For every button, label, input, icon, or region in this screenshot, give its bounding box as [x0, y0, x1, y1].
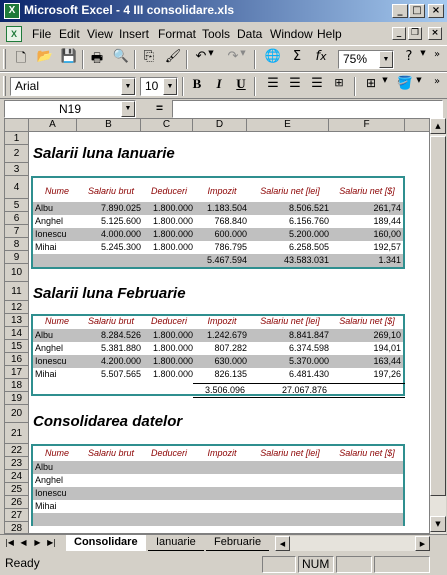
- excel-app-icon[interactable]: X: [4, 3, 20, 19]
- table-cell[interactable]: Anghel: [35, 216, 64, 226]
- table-cell[interactable]: 197,26: [373, 369, 401, 379]
- toolbar-separator: [254, 50, 256, 69]
- table-cell[interactable]: Mihai: [35, 242, 57, 252]
- scroll-left-icon[interactable]: ◀: [275, 536, 290, 551]
- row-header[interactable]: 9: [5, 251, 29, 264]
- align-left-icon[interactable]: ☰: [267, 76, 279, 91]
- row-header[interactable]: 2: [5, 145, 29, 163]
- feb-total-impozit[interactable]: 3.506.096: [204, 385, 245, 395]
- table-cell[interactable]: 826.135: [214, 369, 247, 379]
- table-cell[interactable]: 8.841.847: [288, 330, 329, 340]
- total-net-usd[interactable]: 1.341: [378, 255, 401, 265]
- column-header-d[interactable]: D: [193, 119, 247, 132]
- name-box[interactable]: [4, 100, 136, 118]
- font-size-value: 10: [145, 79, 159, 93]
- tab-ianuarie[interactable]: Ianuarie: [148, 535, 204, 551]
- table-header-row: [33, 181, 403, 203]
- table-row: [33, 342, 403, 355]
- row-header[interactable]: 11: [5, 282, 29, 301]
- menu-format[interactable]: Format: [158, 27, 197, 41]
- table-cell[interactable]: 1.800.000: [152, 356, 193, 366]
- header-salariu-brut[interactable]: Salariu brut: [87, 316, 135, 326]
- toolbar-options-icon[interactable]: »: [433, 76, 441, 87]
- row-header[interactable]: 23: [5, 457, 29, 470]
- row-header[interactable]: 17: [5, 366, 29, 379]
- last-sheet-icon[interactable]: ▶|: [47, 538, 56, 547]
- maximize-button[interactable]: □: [409, 4, 425, 18]
- select-all-corner[interactable]: [5, 119, 29, 132]
- table-cell[interactable]: 4.000.000: [100, 229, 141, 239]
- table-total-row: [33, 254, 403, 267]
- table-cell[interactable]: 807.282: [214, 343, 247, 353]
- table-cell[interactable]: 5.370.000: [288, 356, 329, 366]
- table-cell[interactable]: 189,44: [373, 216, 401, 226]
- table-cell[interactable]: 1.800.000: [152, 229, 193, 239]
- autosum-icon[interactable]: Σ: [292, 49, 302, 64]
- row-header[interactable]: 28: [5, 522, 29, 534]
- header-deduceri[interactable]: Deduceri: [150, 186, 188, 196]
- table-consolidare: [31, 444, 405, 526]
- formula-equals[interactable]: =: [156, 101, 164, 115]
- workbook-icon[interactable]: X: [6, 26, 22, 42]
- table-cell[interactable]: 5.125.600: [100, 216, 141, 226]
- header-salariu-brut[interactable]: Salariu brut: [87, 448, 135, 458]
- italic-button[interactable]: I: [216, 76, 222, 91]
- open-icon[interactable]: 📂: [36, 49, 54, 64]
- table-row: [33, 355, 403, 368]
- row-header[interactable]: 13: [5, 314, 29, 327]
- redo-icon[interactable]: ↷: [227, 49, 239, 64]
- prev-sheet-icon[interactable]: ◀: [20, 538, 27, 547]
- table-row: [33, 228, 403, 241]
- borders-icon[interactable]: ⊞: [365, 76, 377, 90]
- header-nume[interactable]: Nume: [44, 448, 69, 458]
- toolbar-options-icon[interactable]: »: [433, 49, 441, 60]
- section-title-februarie: Salarii luna Februarie: [33, 285, 186, 302]
- column-header-a[interactable]: A: [29, 119, 77, 132]
- table-cell[interactable]: 5.245.300: [100, 242, 141, 252]
- doc-restore-button[interactable]: ❐: [408, 27, 422, 40]
- scroll-right-icon[interactable]: ▶: [415, 536, 430, 551]
- table-cell[interactable]: 6.258.505: [288, 242, 329, 252]
- table-cell[interactable]: Ionescu: [35, 356, 67, 366]
- chevron-down-icon[interactable]: ▼: [163, 78, 177, 95]
- table-cell[interactable]: Anghel: [35, 343, 64, 353]
- table-ianuarie: [31, 176, 405, 269]
- table-row: [33, 368, 403, 381]
- header-net-usd[interactable]: Salariu net [$]: [339, 448, 395, 458]
- row-header[interactable]: 12: [5, 301, 29, 314]
- format-painter-icon[interactable]: 🖌: [164, 49, 182, 64]
- toolbar-separator: [354, 77, 356, 96]
- table-cell[interactable]: 600.000: [214, 229, 247, 239]
- copy-icon[interactable]: ⎘: [143, 49, 155, 64]
- chevron-down-icon[interactable]: ▼: [379, 51, 393, 68]
- scroll-up-icon[interactable]: ▲: [430, 118, 446, 134]
- header-deduceri[interactable]: Deduceri: [150, 448, 188, 458]
- table-cell[interactable]: Albu: [35, 203, 54, 213]
- first-sheet-icon[interactable]: |◀: [5, 538, 14, 547]
- window-title: Microsoft Excel - 4 III consolidare.xls: [24, 3, 235, 17]
- row-header[interactable]: 14: [5, 327, 29, 340]
- table-cell[interactable]: Ionescu: [35, 488, 67, 498]
- table-cell[interactable]: Mihai: [35, 369, 57, 379]
- table-cell[interactable]: 1.800.000: [152, 369, 193, 379]
- formula-bar: [0, 99, 447, 119]
- table-row: [33, 513, 403, 526]
- horizontal-scrollbar[interactable]: [275, 536, 430, 551]
- table-cell[interactable]: 1.183.504: [206, 203, 247, 213]
- sheet-tab-bar: [0, 534, 447, 551]
- undo-icon[interactable]: ↶: [195, 49, 207, 64]
- feb-total-net-lei[interactable]: 27.067.876: [281, 385, 327, 395]
- header-net-lei[interactable]: Salariu net [lei]: [260, 186, 320, 196]
- underline-button[interactable]: U: [236, 76, 246, 91]
- toolbar-separator: [254, 77, 256, 96]
- formula-input[interactable]: [172, 100, 443, 118]
- table-header-row: [33, 316, 403, 329]
- table-cell[interactable]: 6.156.760: [288, 216, 329, 226]
- table-cell[interactable]: 5.381.880: [100, 343, 141, 353]
- table-cell[interactable]: 7.890.025: [100, 203, 141, 213]
- header-impozit[interactable]: Impozit: [207, 186, 237, 196]
- section-title-consolidare: Consolidarea datelor: [33, 413, 183, 430]
- table-cell[interactable]: 1.242.679: [206, 330, 247, 340]
- total-underline: [193, 397, 405, 398]
- header-net-usd[interactable]: Salariu net [$]: [339, 316, 395, 326]
- name-box-value: N19: [58, 102, 81, 116]
- table-row: [33, 461, 403, 474]
- help-icon[interactable]: ?: [405, 49, 413, 64]
- row-header[interactable]: 27: [5, 509, 29, 522]
- close-button[interactable]: ×: [428, 4, 444, 18]
- tab-februarie[interactable]: Februarie: [206, 535, 269, 551]
- row-header[interactable]: 22: [5, 444, 29, 457]
- save-icon[interactable]: 💾: [60, 49, 78, 64]
- status-num: NUM: [298, 556, 334, 573]
- header-impozit[interactable]: Impozit: [207, 448, 237, 458]
- table-cell[interactable]: Albu: [35, 462, 54, 472]
- row-header[interactable]: 24: [5, 470, 29, 483]
- row-header[interactable]: 1: [5, 132, 29, 145]
- table-row: [33, 329, 403, 342]
- header-salariu-brut[interactable]: Salariu brut: [87, 186, 135, 196]
- borders-dropdown-icon[interactable]: ▼: [382, 76, 388, 84]
- table-cell[interactable]: 6.481.430: [288, 369, 329, 379]
- fill-color-dropdown-icon[interactable]: ▼: [416, 76, 422, 84]
- menu-insert[interactable]: Insert: [119, 27, 150, 41]
- row-header[interactable]: 10: [5, 264, 29, 282]
- header-nume[interactable]: Nume: [44, 186, 69, 196]
- table-cell[interactable]: 4.200.000: [100, 356, 141, 366]
- font-size-select[interactable]: [140, 77, 178, 96]
- redo-dropdown-icon[interactable]: ▼: [240, 49, 246, 57]
- table-cell[interactable]: 194,01: [373, 343, 401, 353]
- doc-minimize-button[interactable]: _: [392, 27, 406, 40]
- menu-help[interactable]: Help: [317, 27, 342, 41]
- table-cell[interactable]: 163,44: [373, 356, 401, 366]
- table-row: [33, 202, 403, 215]
- column-header-g[interactable]: [405, 119, 430, 132]
- status-ready: Ready: [5, 556, 40, 570]
- fill-color-icon[interactable]: 🪣: [396, 76, 414, 91]
- header-net-lei[interactable]: Salariu net [lei]: [260, 316, 320, 326]
- toolbar-separator: [134, 50, 136, 69]
- tab-consolidare[interactable]: Consolidare: [66, 535, 146, 551]
- row-header[interactable]: 4: [5, 176, 29, 199]
- print-icon[interactable]: 🖶: [90, 51, 104, 66]
- row-header[interactable]: 25: [5, 483, 29, 496]
- row-header[interactable]: 7: [5, 225, 29, 238]
- column-header-c[interactable]: C: [141, 119, 193, 132]
- menu-data[interactable]: Data: [237, 27, 263, 41]
- toolbar-grip[interactable]: [3, 76, 6, 96]
- align-center-icon[interactable]: ☰: [289, 76, 301, 91]
- row-header[interactable]: 5: [5, 199, 29, 212]
- vertical-scrollbar[interactable]: [430, 118, 446, 534]
- status-bar: [0, 553, 447, 575]
- menu-file[interactable]: File: [32, 27, 52, 41]
- toolbar-separator: [186, 50, 188, 69]
- table-cell[interactable]: 8.506.521: [288, 203, 329, 213]
- menu-window[interactable]: Window: [270, 27, 313, 41]
- row-header[interactable]: 21: [5, 423, 29, 444]
- next-sheet-icon[interactable]: ▶: [34, 538, 41, 547]
- table-cell[interactable]: Mihai: [35, 501, 57, 511]
- table-cell[interactable]: 5.200.000: [288, 229, 329, 239]
- row-header[interactable]: 20: [5, 405, 29, 423]
- row-header[interactable]: 6: [5, 212, 29, 225]
- table-cell[interactable]: Ionescu: [35, 229, 67, 239]
- table-cell[interactable]: 630.000: [214, 356, 247, 366]
- table-row: [33, 487, 403, 500]
- column-header-f[interactable]: F: [329, 119, 405, 132]
- vertical-scroll-thumb[interactable]: [430, 136, 446, 496]
- toolbar-separator: [82, 50, 84, 69]
- minimize-button[interactable]: _: [392, 4, 408, 18]
- row-header[interactable]: 26: [5, 496, 29, 509]
- worksheet[interactable]: [4, 118, 430, 534]
- table-row: [33, 215, 403, 228]
- table-cell[interactable]: 6.374.598: [288, 343, 329, 353]
- font-name-select[interactable]: [10, 77, 136, 96]
- scroll-down-icon[interactable]: ▼: [430, 516, 446, 532]
- table-cell[interactable]: 768.840: [214, 216, 247, 226]
- menu-bar: [0, 23, 447, 45]
- table-cell[interactable]: 269,10: [373, 330, 401, 340]
- menu-view[interactable]: View: [87, 27, 113, 41]
- menu-edit[interactable]: Edit: [59, 27, 80, 41]
- chevron-down-icon[interactable]: ▼: [121, 78, 135, 95]
- table-cell[interactable]: 5.507.565: [100, 369, 141, 379]
- zoom-value: 75%: [343, 52, 368, 66]
- formatting-toolbar: [0, 72, 447, 99]
- font-name-value: Arial: [15, 79, 40, 93]
- table-cell[interactable]: 1.800.000: [152, 242, 193, 252]
- align-right-icon[interactable]: ☰: [311, 76, 323, 91]
- table-cell[interactable]: 1.800.000: [152, 343, 193, 353]
- row-header[interactable]: 15: [5, 340, 29, 353]
- merge-center-icon[interactable]: ⊞: [334, 76, 344, 89]
- table-cell[interactable]: 8.284.526: [100, 330, 141, 340]
- undo-dropdown-icon[interactable]: ▼: [208, 49, 214, 57]
- table-cell[interactable]: 1.800.000: [152, 203, 193, 213]
- bold-button[interactable]: B: [192, 76, 202, 91]
- print-preview-icon[interactable]: 🔍: [112, 49, 130, 64]
- chevron-down-icon[interactable]: ▼: [121, 101, 135, 117]
- header-net-usd[interactable]: Salariu net [$]: [339, 186, 395, 196]
- table-cell[interactable]: 261,74: [373, 203, 401, 213]
- menu-tools[interactable]: Tools: [202, 27, 231, 41]
- table-cell[interactable]: 786.795: [214, 242, 247, 252]
- column-header-e[interactable]: E: [247, 119, 329, 132]
- toolbar-separator: [182, 77, 184, 96]
- row-header[interactable]: 18: [5, 379, 29, 392]
- table-row: [33, 500, 403, 513]
- row-header[interactable]: 16: [5, 353, 29, 366]
- total-net-lei[interactable]: 43.583.031: [283, 255, 329, 265]
- table-cell[interactable]: 192,57: [373, 242, 401, 252]
- hyperlink-icon[interactable]: 🌐: [264, 49, 282, 64]
- row-header[interactable]: 19: [5, 392, 29, 405]
- header-impozit[interactable]: Impozit: [207, 316, 237, 326]
- table-cell[interactable]: 160,00: [373, 229, 401, 239]
- status-pane-empty: [262, 556, 296, 573]
- row-header[interactable]: 3: [5, 163, 29, 176]
- table-cell[interactable]: Albu: [35, 330, 54, 340]
- title-bar: [0, 0, 447, 22]
- function-icon[interactable]: fx: [315, 49, 327, 64]
- help-dropdown-icon[interactable]: ▼: [420, 49, 426, 57]
- standard-toolbar: [0, 45, 447, 72]
- table-header-row: [33, 448, 403, 461]
- table-row: [33, 241, 403, 254]
- zoom-select[interactable]: [338, 50, 394, 69]
- table-row: [33, 474, 403, 487]
- table-cell[interactable]: 1.800.000: [152, 216, 193, 226]
- section-title-ianuarie: Salarii luna Ianuarie: [33, 145, 175, 162]
- table-cell[interactable]: 1.800.000: [152, 330, 193, 340]
- row-header[interactable]: 8: [5, 238, 29, 251]
- column-header-b[interactable]: B: [77, 119, 141, 132]
- status-pane-empty: [374, 556, 430, 573]
- toolbar-grip[interactable]: [3, 49, 6, 69]
- header-deduceri[interactable]: Deduceri: [150, 316, 188, 326]
- total-impozit[interactable]: 5.467.594: [206, 255, 247, 265]
- header-net-lei[interactable]: Salariu net [lei]: [260, 448, 320, 458]
- table-cell[interactable]: Anghel: [35, 475, 64, 485]
- status-pane-empty: [336, 556, 372, 573]
- new-icon[interactable]: 🗋: [15, 51, 27, 66]
- header-nume[interactable]: Nume: [44, 316, 69, 326]
- doc-close-button[interactable]: ×: [428, 27, 442, 40]
